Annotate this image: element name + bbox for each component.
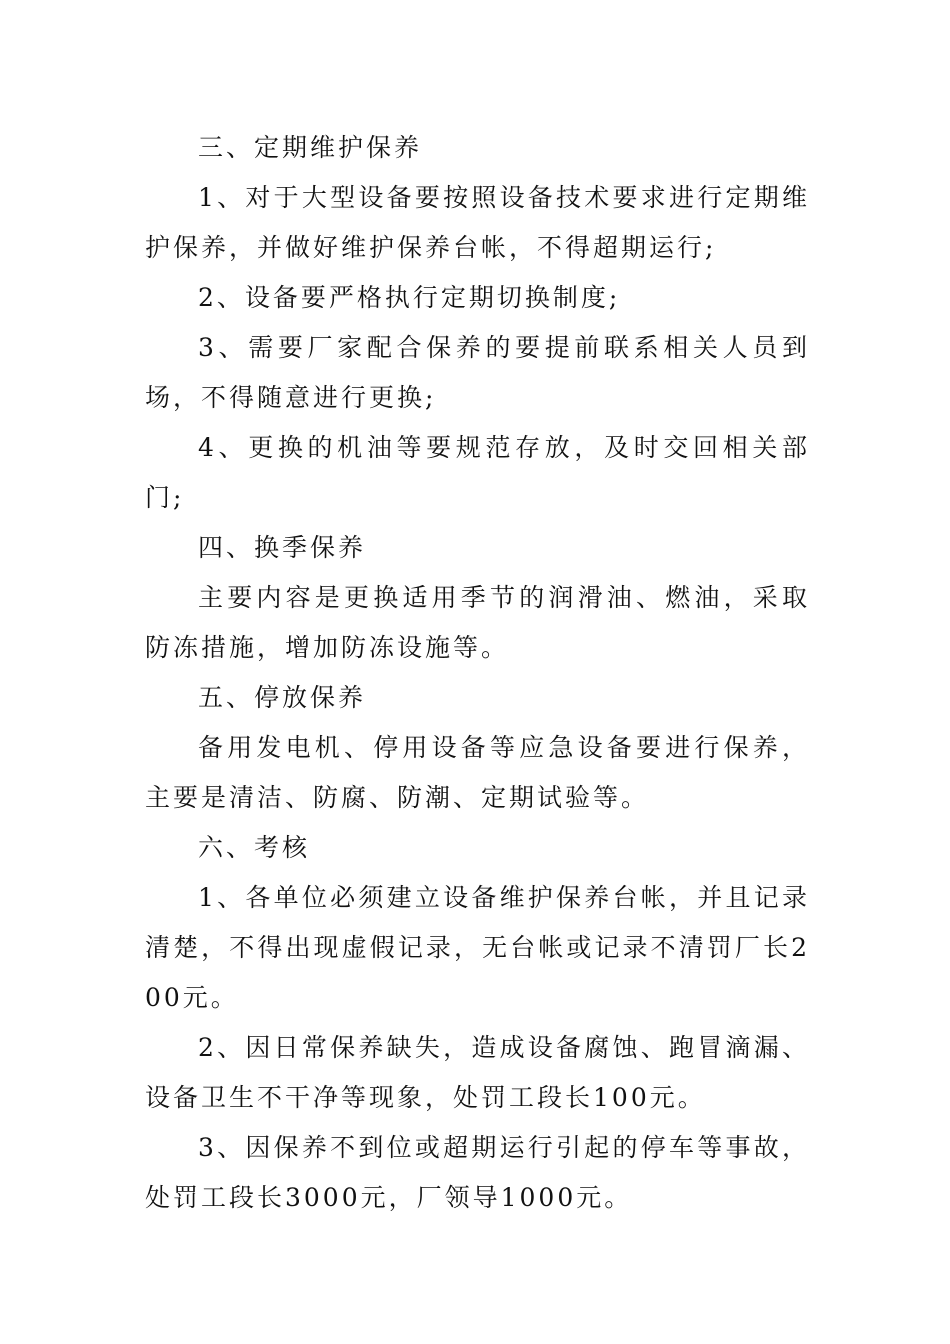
paragraph-item: 4、更换的机油等要规范存放，及时交回相关部门; (145, 433, 810, 512)
paragraph-item: 主要内容是更换适用季节的润滑油、燃油，采取防冻措施，增加防冻设施等。 (145, 583, 810, 662)
paragraph-item: 3、需要厂家配合保养的要提前联系相关人员到场，不得随意进行更换; (145, 333, 810, 412)
paragraph-item: 备用发电机、停用设备等应急设备要进行保养，主要是清洁、防腐、防潮、定期试验等。 (145, 733, 810, 812)
paragraph-item: 2、因日常保养缺失，造成设备腐蚀、跑冒滴漏、设备卫生不干净等现象，处罚工段长100元。 (145, 1033, 810, 1112)
section-heading-maintenance: 三、定期维护保养 (198, 133, 423, 162)
section-heading-assessment: 六、考核 (198, 833, 311, 862)
section-heading-parking: 五、停放保养 (198, 683, 367, 712)
paragraph-item: 2、设备要严格执行定期切换制度; (198, 283, 621, 312)
paragraph-item: 1、对于大型设备要按照设备技术要求进行定期维护保养，并做好维护保养台帐，不得超期运行; (145, 183, 810, 262)
document-body (145, 123, 810, 1223)
section-heading-seasonal: 四、换季保养 (198, 533, 367, 562)
paragraph-item: 1、各单位必须建立设备维护保养台帐，并且记录清楚，不得出现虚假记录，无台帐或记录不清罚厂长200元。 (145, 883, 810, 1012)
paragraph-item: 3、因保养不到位或超期运行引起的停车等事故，处罚工段长3000元，厂领导1000元。 (145, 1133, 810, 1212)
